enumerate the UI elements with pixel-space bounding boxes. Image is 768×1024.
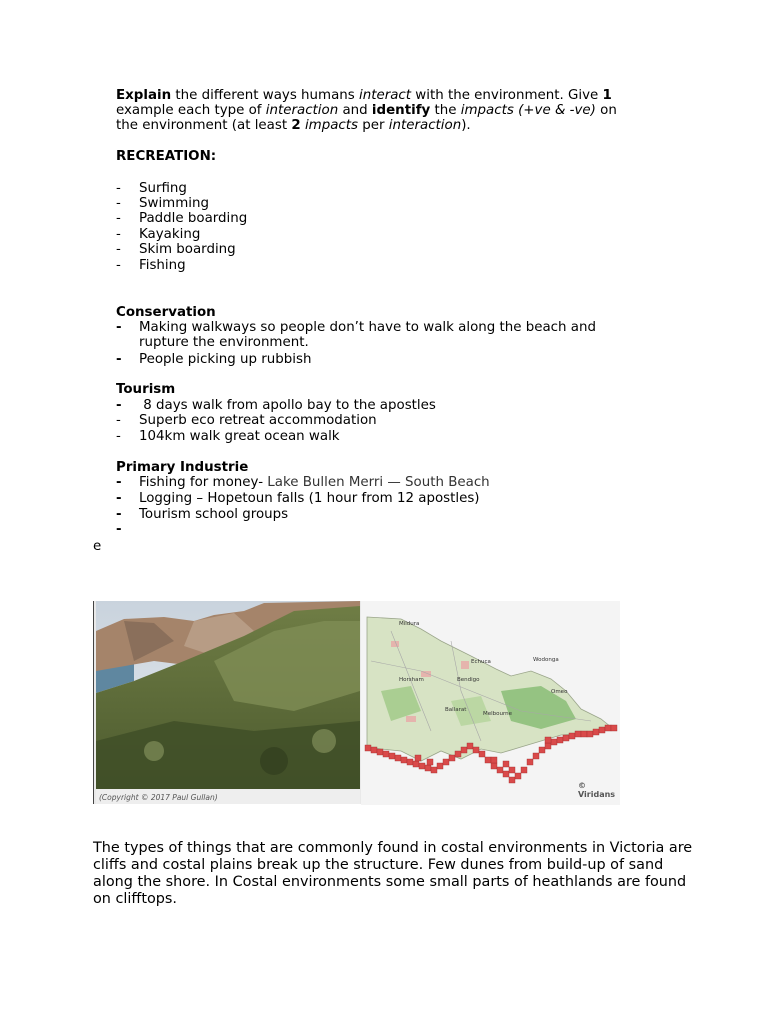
instruction-explain: Explain [116, 88, 172, 103]
coastal-cliff-illustration [94, 601, 362, 804]
instruction-text: interaction [265, 103, 339, 118]
map-town-label: Omeo [551, 689, 568, 695]
list-bullet: - [116, 429, 121, 444]
list-item [139, 475, 490, 491]
list-item: Logging – Hopetoun falls (1 hour from 12 apostles) [139, 491, 480, 506]
instruction-line-1 [116, 88, 612, 104]
instruction-text: with the environment. Give [411, 88, 603, 103]
list-bullet: - [116, 227, 121, 242]
primary-industrie-heading: Primary Industrie [116, 460, 249, 475]
list-bullet: - [116, 196, 121, 211]
description-paragraph: The types of things that are commonly found in costal environments in Victoria are cliffs and costal plains break up the structure. Few dunes from build-up of sand along the shore. In Costal environments some small parts of heathlands are found on clifftops. [93, 840, 693, 907]
list-item: Tourism school groups [139, 507, 289, 522]
list-item: Superb eco retreat accommodation [139, 413, 377, 428]
map-town-label: Melbourne [483, 711, 513, 717]
map-credit: © Viridans [578, 781, 616, 799]
list-item-location: Lake Bullen Merri — South Beach [267, 475, 490, 490]
map-town-label: Wodonga [533, 657, 559, 663]
instruction-text: 2 [291, 118, 301, 133]
instruction-line-2 [116, 103, 617, 119]
instruction-text: ). [461, 118, 471, 133]
list-item: Fishing [139, 258, 186, 273]
conservation-heading: Conservation [116, 305, 216, 320]
victoria-map-illustration [361, 601, 620, 805]
instruction-text: example each type of [116, 103, 266, 118]
stray-character: e [93, 539, 102, 554]
list-item: People picking up rubbish [139, 352, 312, 367]
map-town-label: Ballarat [445, 707, 467, 713]
instruction-text: identify [371, 103, 431, 118]
map-town-label: Mildura [399, 621, 420, 627]
instruction-text: per [358, 118, 389, 133]
map-town-label: Echuca [471, 659, 491, 665]
instruction-text: the [430, 103, 461, 118]
recreation-heading: RECREATION: [116, 149, 217, 164]
list-item: Surfing [139, 181, 187, 196]
list-item: Kayaking [139, 227, 201, 242]
list-bullet: - [116, 475, 122, 490]
list-item: 104km walk great ocean walk [139, 429, 340, 444]
photo-credit: (Copyright © 2017 Paul Gullan) [99, 793, 218, 802]
list-bullet: - [116, 181, 121, 196]
map-town-label: Bendigo [457, 677, 480, 683]
list-bullet: - [116, 211, 121, 226]
tourism-heading: Tourism [116, 382, 176, 397]
list-bullet: - [116, 507, 122, 522]
victoria-coastal-map [361, 601, 620, 805]
list-item-text: Fishing for money- [139, 475, 268, 490]
list-bullet: - [116, 398, 122, 413]
instruction-text: impacts [304, 118, 359, 133]
list-bullet: - [116, 242, 121, 257]
instruction-text: on [595, 103, 617, 118]
map-town-label: Horsham [399, 677, 424, 683]
list-item: Skim boarding [139, 242, 236, 257]
instruction-text: interact [359, 88, 412, 103]
list-item: Making walkways so people don’t have to walk along the beach and [139, 320, 596, 335]
list-item: 8 days walk from apollo bay to the apostles [139, 398, 436, 413]
list-bullet: - [116, 491, 122, 506]
instruction-line-3 [116, 118, 471, 134]
coastal-cliff-photo [93, 601, 362, 804]
list-bullet: - [116, 413, 121, 428]
list-item-continuation: rupture the environment. [139, 335, 309, 350]
list-bullet: - [116, 258, 121, 273]
list-bullet: - [116, 352, 122, 367]
list-item: Swimming [139, 196, 209, 211]
instruction-text: interaction [388, 118, 462, 133]
instruction-text: 1 [602, 88, 612, 103]
instruction-text: the environment (at least [116, 118, 292, 133]
list-bullet: - [116, 320, 122, 335]
instruction-text: and [338, 103, 372, 118]
list-bullet: - [116, 522, 122, 537]
instruction-text: the different ways humans [171, 88, 359, 103]
list-item: Paddle boarding [139, 211, 248, 226]
instruction-text: impacts (+ve & -ve) [460, 103, 596, 118]
